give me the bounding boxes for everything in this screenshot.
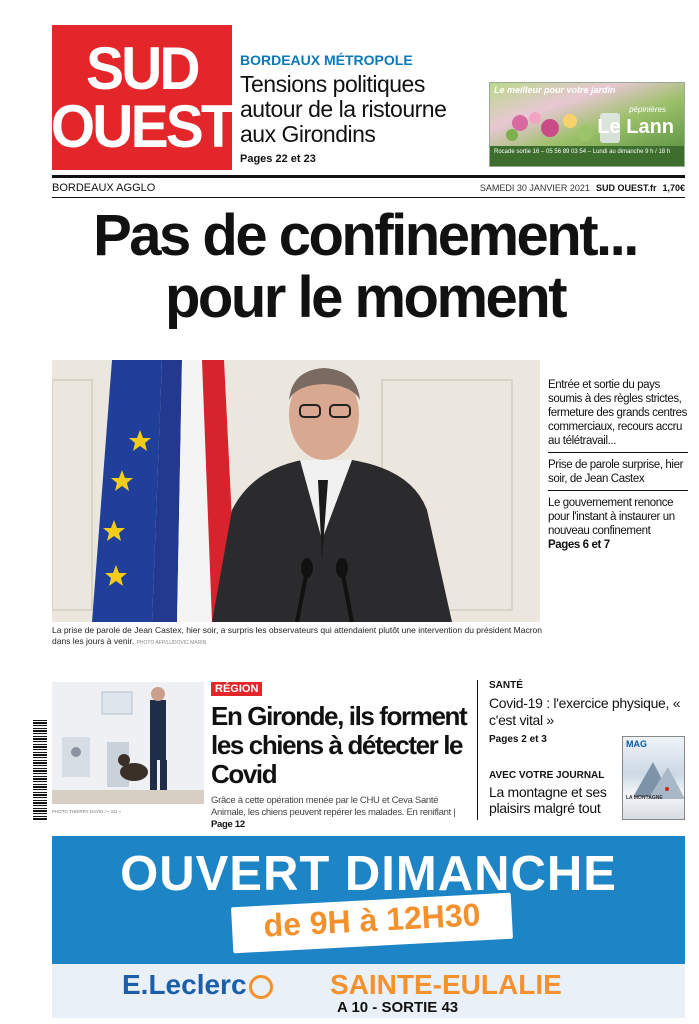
sante-title[interactable]: Covid-19 : l'exercice physique, « c'est vital » — [489, 695, 681, 728]
mountain-illustration — [623, 737, 685, 820]
top-teaser[interactable] — [240, 52, 480, 165]
journal-kicker: AVEC VOTRE JOURNAL — [489, 770, 605, 781]
leclerc-ad-exit: A 10 - SORTIE 43 — [337, 999, 459, 1016]
issue-date: SAMEDI 30 JANVIER 2021 — [479, 183, 590, 193]
teaser-kicker: BORDEAUX MÉTROPOLE — [240, 52, 413, 68]
leclerc-ad-hours: de 9H à 12H30 — [262, 896, 482, 944]
sidebar-item: Prise de parole surprise, hier soir, de Jean Castex — [548, 458, 688, 491]
logo-line-2: OUEST — [50, 92, 234, 160]
region-tag: RÉGION — [211, 682, 262, 696]
barcode — [33, 720, 47, 820]
sante-pages: Pages 2 et 3 — [489, 734, 547, 745]
column-divider — [477, 680, 478, 820]
region-title[interactable]: En Gironde, ils forment les chiens à détecter le Covid — [211, 701, 467, 789]
sidebar-item: Le gouvernement renonce pour l'instant à instaurer un nouveau confinement Pages 6 et 7 — [548, 496, 688, 556]
website-label[interactable]: SUD OUEST.fr — [595, 183, 657, 193]
leclerc-ad-city: SAINTE-EULALIE — [330, 969, 562, 1000]
headline-line-1: Pas de confinement... — [93, 203, 637, 268]
leclerc-ad-headline: OUVERT DIMANCHE — [120, 847, 617, 901]
region-text: Grâce à cette opération menée par le CHU et Ceva Santé Animale, les chiens peuvent repérer les malades. En reniflant | Page 12 — [211, 795, 456, 830]
mag-title: MAG — [626, 739, 647, 749]
region-pages: Page 12 — [211, 819, 245, 830]
castex-photo-illustration — [52, 360, 540, 622]
price-label: 1,70€ — [662, 183, 685, 193]
logo-line-1: SUD — [86, 34, 198, 102]
caption-text: La prise de parole de Jean Castex, hier soir, a surpris les observateurs qui attendaient plutôt une intervention du président Macron dans les jours à venir. — [52, 625, 542, 646]
sidebar-item: Entrée et sortie du pays soumis à des règles strictes, fermeture des grands centres commerciaux, recours accru au télétravail... — [548, 378, 688, 453]
lead-photo[interactable] — [52, 360, 540, 622]
section-label: BORDEAUX AGGLO — [52, 182, 156, 194]
headline-line-2: pour le moment — [164, 265, 566, 330]
lead-photo-caption — [52, 625, 542, 649]
dog-detection-illustration — [52, 682, 204, 804]
garden-ad-brand: Le Lann — [597, 116, 674, 138]
teaser-title[interactable]: Tensions politiques autour de la ristourne aux Girondins — [240, 71, 447, 147]
leclerc-logo-icon — [249, 975, 273, 999]
masthead-logo[interactable] — [52, 25, 232, 170]
teaser-pages: Pages 22 et 23 — [240, 153, 316, 165]
magazine-cover[interactable] — [622, 736, 685, 820]
divider-bottom — [52, 197, 685, 198]
garden-ad[interactable] — [489, 82, 685, 167]
journal-teaser[interactable] — [489, 770, 624, 816]
divider-top — [52, 175, 685, 178]
journal-title[interactable]: La montagne et ses plaisirs malgré tout — [489, 784, 607, 816]
garden-ad-footer: Rocade sortie 16 – 05 56 89 03 54 – Lundi au dimanche 9 h / 18 h — [490, 146, 684, 166]
main-headline[interactable] — [40, 205, 690, 329]
garden-ad-slogan: Le meilleur pour votre jardin — [494, 85, 616, 95]
garden-ad-brand-sub: pépinières — [629, 105, 666, 114]
leclerc-ad[interactable] — [52, 836, 685, 1018]
mag-subtitle: LA MONTAGNE — [626, 795, 663, 801]
region-photo-credit: PHOTO THIERRY DAVID / « SO » — [52, 809, 122, 814]
sante-kicker: SANTÉ — [489, 680, 523, 691]
region-photo[interactable] — [52, 682, 204, 804]
sidebar-pages: Pages 6 et 7 — [548, 539, 610, 551]
dateline — [52, 180, 685, 196]
lead-sidebar[interactable] — [548, 378, 688, 561]
leclerc-logo: E.Leclerc — [122, 969, 273, 1001]
photo-credit: PHOTO AFP/LUDOVIC MARIN — [136, 640, 207, 646]
